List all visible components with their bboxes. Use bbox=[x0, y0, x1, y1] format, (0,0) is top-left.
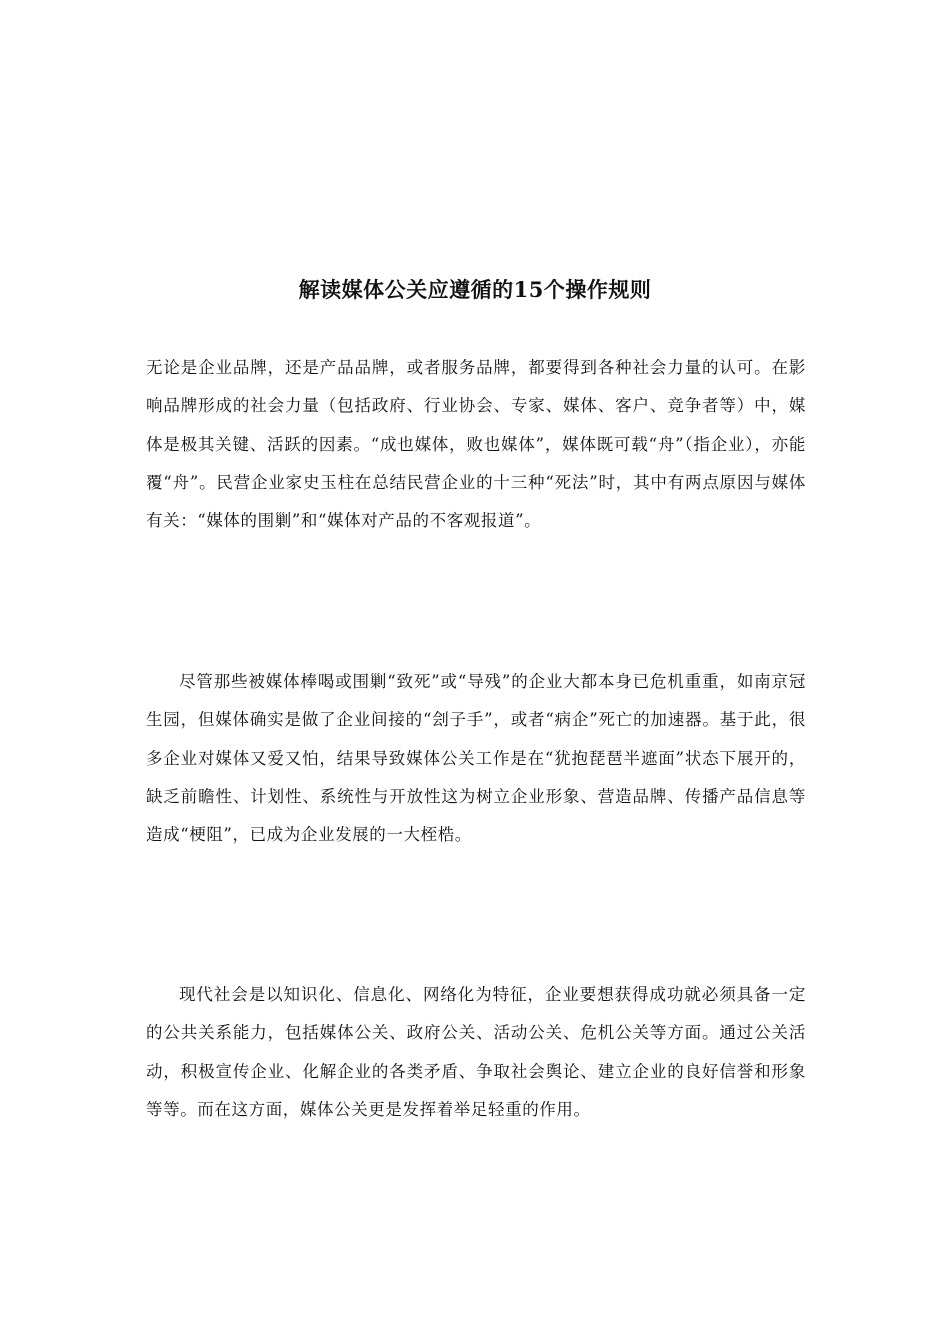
paragraph-1: 无论是企业品牌，还是产品品牌，或者服务品牌，都要得到各种社会力量的认可。在影响品牌形成的社会力量（包括政府、行业协会、专家、媒体、客户、竞争者等）中，媒体是极其关键、活跃的因素。“成也媒体，败也媒体”，媒体既可载“舟”（指企业），亦能覆“舟”。民营企业家史玉柱在总结民营企业的十三种“死法”时，其中有两点原因与媒体有关：“媒体的围剿”和“媒体对产品的不客观报道”。 bbox=[146, 358, 806, 531]
paragraph-2: 尽管那些被媒体棒喝或围剿“致死”或“导残”的企业大都本身已危机重重，如南京冠生园，但媒体确实是做了企业间接的“刽子手”，或者“病企”死亡的加速器。基于此，很多企业对媒体又爱又怕，结果导致媒体公关工作是在“犹抱琵琶半遮面”状态下展开的，缺乏前瞻性、计划性、系统性与开放性这为树立企业形象、营造品牌、传播产品信息等造成“梗阻”，已成为企业发展的一大桎梏。 bbox=[146, 672, 806, 845]
paragraph-3: 现代社会是以知识化、信息化、网络化为特征，企业要想获得成功就必须具备一定的公共关系能力，包括媒体公关、政府公关、活动公关、危机公关等方面。通过公关活动，积极宣传企业、化解企业的各类矛盾、争取社会舆论、建立企业的良好信誉和形象等等。而在这方面，媒体公关更是发挥着举足轻重的作用。 bbox=[146, 985, 806, 1119]
document-title: 解读媒体公关应遵循的15个操作规则 bbox=[298, 277, 652, 303]
